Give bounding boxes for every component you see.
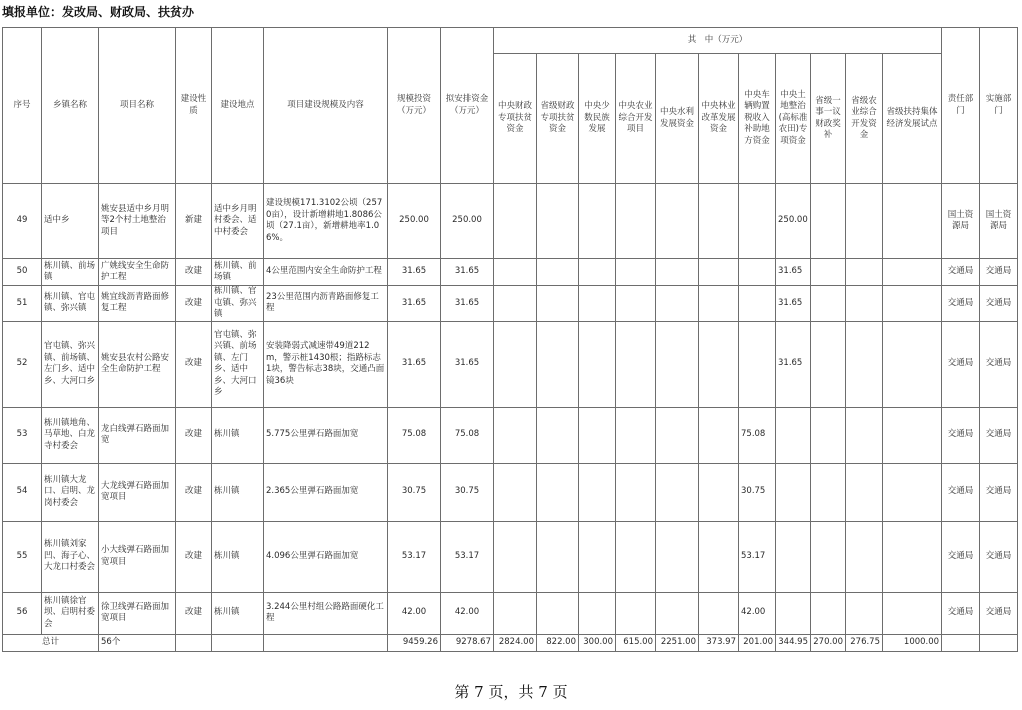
row-town: 栋川镇大龙口、启明、龙岗村委会 [42,463,99,521]
row-fund-0 [494,463,537,521]
row-nature: 新建 [176,184,212,259]
row-fund-6: 30.75 [739,463,776,521]
header-fund-3: 中央农业综合开发项目 [616,54,656,184]
row-fund-7: 31.65 [776,321,811,407]
report-unit: 填报单位：发改局、财政局、扶贫办 [2,5,195,19]
total-empty-nature [176,634,212,651]
row-seq: 49 [3,184,42,259]
row-fund-8 [811,321,846,407]
row-town: 栋川镇徐官坝、启明村委会 [42,592,99,634]
row-town: 官屯镇、弥兴镇、前场镇、左门乡、适中乡、大河口乡 [42,321,99,407]
total-fund-5: 373.97 [699,634,739,651]
row-fund-4 [656,259,699,286]
row-fund-5 [699,184,739,259]
header-fund-9: 省级农业综合开发资金 [846,54,883,184]
row-fund-5 [699,463,739,521]
row-impl: 交通局 [980,321,1018,407]
row-planned: 75.08 [441,407,494,463]
header-fund-5: 中央林业改革发展资金 [699,54,739,184]
row-impl: 交通局 [980,521,1018,592]
row-fund-1 [537,463,579,521]
row-town: 栋川镇地角、马草地、白龙寺村委会 [42,407,99,463]
row-fund-7: 31.65 [776,259,811,286]
row-fund-9 [846,592,883,634]
total-fund-9: 276.75 [846,634,883,651]
total-fund-3: 615.00 [616,634,656,651]
header-impl: 实施部门 [980,28,1018,184]
row-nature: 改建 [176,463,212,521]
row-seq: 56 [3,592,42,634]
row-fund-10 [883,407,942,463]
table-row [3,259,1018,286]
row-fund-9 [846,286,883,322]
row-seq: 53 [3,407,42,463]
header-town: 乡镇名称 [42,28,99,184]
row-planned: 250.00 [441,184,494,259]
row-fund-10 [883,184,942,259]
row-fund-9 [846,259,883,286]
row-project: 徐卫线弹石路面加宽项目 [99,592,176,634]
row-content: 4公里范围内安全生命防护工程 [264,259,388,286]
row-fund-4 [656,407,699,463]
header-fund-4: 中央水利发展资金 [656,54,699,184]
row-fund-3 [616,592,656,634]
table-row [3,592,1018,634]
row-impl: 交通局 [980,463,1018,521]
row-fund-1 [537,259,579,286]
row-fund-5 [699,259,739,286]
row-nature: 改建 [176,592,212,634]
total-fund-2: 300.00 [579,634,616,651]
row-fund-2 [579,184,616,259]
row-fund-10 [883,463,942,521]
total-empty-impl [980,634,1018,651]
row-town: 栋川镇、官屯镇、弥兴镇 [42,286,99,322]
total-fund-6: 201.00 [739,634,776,651]
row-fund-7 [776,592,811,634]
row-content: 2.365公里弹石路面加宽 [264,463,388,521]
row-fund-2 [579,463,616,521]
row-scale: 250.00 [388,184,441,259]
row-fund-6 [739,184,776,259]
total-empty-content [264,634,388,651]
row-content: 建设规模171.3102公顷（2570亩），设计新增耕地1.8086公顷（27.1亩），新增耕地率1.06%。 [264,184,388,259]
header-location: 建设地点 [212,28,264,184]
row-fund-1 [537,407,579,463]
project-table [2,27,1018,652]
header-scale: 规模投资（万元） [388,28,441,184]
row-fund-9 [846,463,883,521]
row-fund-0 [494,521,537,592]
header-among: 其 中（万元） [494,28,942,54]
row-fund-4 [656,321,699,407]
table-row [3,463,1018,521]
row-fund-9 [846,184,883,259]
row-fund-3 [616,463,656,521]
row-fund-8 [811,463,846,521]
row-town: 适中乡 [42,184,99,259]
page-footer: 第 7 页，共 7 页 [454,683,568,701]
row-fund-7 [776,463,811,521]
row-fund-8 [811,184,846,259]
total-fund-0: 2824.00 [494,634,537,651]
row-seq: 54 [3,463,42,521]
row-fund-10 [883,286,942,322]
row-location: 栋川镇 [212,521,264,592]
row-fund-6 [739,286,776,322]
row-fund-5 [699,321,739,407]
row-scale: 75.08 [388,407,441,463]
row-fund-2 [579,259,616,286]
row-content: 23公里范围内沥青路面修复工程 [264,286,388,322]
row-project: 广姚线安全生命防护工程 [99,259,176,286]
row-fund-0 [494,184,537,259]
header-content: 项目建设规模及内容 [264,28,388,184]
row-content: 3.244公里村组公路路面硬化工程 [264,592,388,634]
row-resp: 国土资源局 [942,184,980,259]
row-fund-3 [616,521,656,592]
row-fund-3 [616,259,656,286]
header-nature: 建设性质 [176,28,212,184]
row-planned: 42.00 [441,592,494,634]
row-project: 姚安县适中乡月明等2个村土地整治项目 [99,184,176,259]
row-fund-4 [656,592,699,634]
row-fund-0 [494,259,537,286]
row-impl: 交通局 [980,286,1018,322]
table-row [3,321,1018,407]
header-project: 项目名称 [99,28,176,184]
row-project: 姚安县农村公路安全生命防护工程 [99,321,176,407]
row-planned: 31.65 [441,286,494,322]
row-location: 栋川镇 [212,407,264,463]
row-seq: 52 [3,321,42,407]
table-row [3,521,1018,592]
row-fund-7: 250.00 [776,184,811,259]
row-fund-3 [616,286,656,322]
row-fund-2 [579,521,616,592]
header-fund-10: 省级扶持集体经济发展试点 [883,54,942,184]
row-fund-8 [811,521,846,592]
row-fund-2 [579,321,616,407]
row-impl: 交通局 [980,259,1018,286]
row-seq: 51 [3,286,42,322]
row-fund-0 [494,286,537,322]
row-location: 栋川镇、官屯镇、弥兴镇 [212,286,264,322]
row-fund-8 [811,259,846,286]
header-fund-8: 省级一事一议财政奖补 [811,54,846,184]
row-resp: 交通局 [942,259,980,286]
row-town: 栋川镇、前场镇 [42,259,99,286]
row-location: 栋川镇、前场镇 [212,259,264,286]
row-resp: 交通局 [942,592,980,634]
row-content: 安装降弱式减速带49道212m，警示桩1430根；指路标志1块，警告标志38块，交通凸面镜36块 [264,321,388,407]
row-resp: 交通局 [942,407,980,463]
row-content: 4.096公里弹石路面加宽 [264,521,388,592]
header-fund-6: 中央车辆购置税收入补助地方资金 [739,54,776,184]
total-fund-7: 344.95 [776,634,811,651]
row-resp: 交通局 [942,286,980,322]
row-fund-8 [811,592,846,634]
row-fund-0 [494,407,537,463]
row-fund-9 [846,521,883,592]
row-fund-9 [846,407,883,463]
row-fund-7 [776,521,811,592]
row-fund-2 [579,592,616,634]
row-fund-4 [656,463,699,521]
row-fund-2 [579,286,616,322]
row-fund-10 [883,259,942,286]
total-fund-4: 2251.00 [656,634,699,651]
row-fund-1 [537,286,579,322]
row-fund-1 [537,592,579,634]
row-fund-4 [656,521,699,592]
row-fund-10 [883,592,942,634]
row-project: 姚宜线沥青路面修复工程 [99,286,176,322]
row-fund-6: 53.17 [739,521,776,592]
row-nature: 改建 [176,286,212,322]
table-row [3,184,1018,259]
row-fund-1 [537,521,579,592]
total-fund-1: 822.00 [537,634,579,651]
table-row [3,286,1018,322]
row-fund-6 [739,321,776,407]
header-fund-2: 中央少数民族发展 [579,54,616,184]
total-row [3,634,1018,651]
row-planned: 31.65 [441,321,494,407]
row-planned: 30.75 [441,463,494,521]
total-empty-resp [942,634,980,651]
row-nature: 改建 [176,407,212,463]
row-planned: 53.17 [441,521,494,592]
row-fund-3 [616,321,656,407]
row-project: 龙白线弹石路面加宽 [99,407,176,463]
row-fund-8 [811,286,846,322]
header-planned: 拟安排资金（万元） [441,28,494,184]
row-location: 官屯镇、弥兴镇、前场镇、左门乡、适中乡、大河口乡 [212,321,264,407]
row-impl: 交通局 [980,407,1018,463]
row-scale: 42.00 [388,592,441,634]
row-fund-5 [699,286,739,322]
total-empty-location [212,634,264,651]
total-fund-8: 270.00 [811,634,846,651]
row-fund-9 [846,321,883,407]
row-scale: 31.65 [388,321,441,407]
row-nature: 改建 [176,259,212,286]
header-resp: 责任部门 [942,28,980,184]
row-planned: 31.65 [441,259,494,286]
header-fund-1: 省级财政专项扶贫资金 [537,54,579,184]
row-fund-7: 31.65 [776,286,811,322]
row-town: 栋川镇刘家凹、海子心、大龙口村委会 [42,521,99,592]
row-fund-1 [537,184,579,259]
row-fund-5 [699,521,739,592]
row-nature: 改建 [176,321,212,407]
total-planned: 9278.67 [441,634,494,651]
row-resp: 交通局 [942,463,980,521]
row-project: 大龙线弹石路面加宽项目 [99,463,176,521]
row-fund-8 [811,407,846,463]
row-project: 小大线弹石路面加宽项目 [99,521,176,592]
row-location: 栋川镇 [212,592,264,634]
row-scale: 30.75 [388,463,441,521]
row-fund-6: 42.00 [739,592,776,634]
row-impl: 交通局 [980,592,1018,634]
row-scale: 53.17 [388,521,441,592]
total-scale: 9459.26 [388,634,441,651]
row-fund-10 [883,521,942,592]
total-count: 56个 [99,634,176,651]
row-content: 5.775公里弹石路面加宽 [264,407,388,463]
row-impl: 国土资源局 [980,184,1018,259]
row-fund-0 [494,592,537,634]
row-fund-7 [776,407,811,463]
row-nature: 改建 [176,521,212,592]
row-fund-3 [616,184,656,259]
header-fund-7: 中央土地整治(高标准农田)专项资金 [776,54,811,184]
row-fund-6 [739,259,776,286]
row-fund-5 [699,592,739,634]
row-seq: 50 [3,259,42,286]
row-fund-10 [883,321,942,407]
header-fund-0: 中央财政专项扶贫资金 [494,54,537,184]
row-scale: 31.65 [388,259,441,286]
row-scale: 31.65 [388,286,441,322]
header-seq: 序号 [3,28,42,184]
row-fund-3 [616,407,656,463]
row-fund-4 [656,286,699,322]
total-fund-10: 1000.00 [883,634,942,651]
total-label: 总计 [3,634,99,651]
row-fund-2 [579,407,616,463]
row-fund-6: 75.08 [739,407,776,463]
row-fund-5 [699,407,739,463]
row-location: 适中乡月明村委会、适中村委会 [212,184,264,259]
row-fund-4 [656,184,699,259]
row-resp: 交通局 [942,321,980,407]
row-fund-1 [537,321,579,407]
table-row [3,407,1018,463]
row-location: 栋川镇 [212,463,264,521]
row-resp: 交通局 [942,521,980,592]
row-seq: 55 [3,521,42,592]
row-fund-0 [494,321,537,407]
